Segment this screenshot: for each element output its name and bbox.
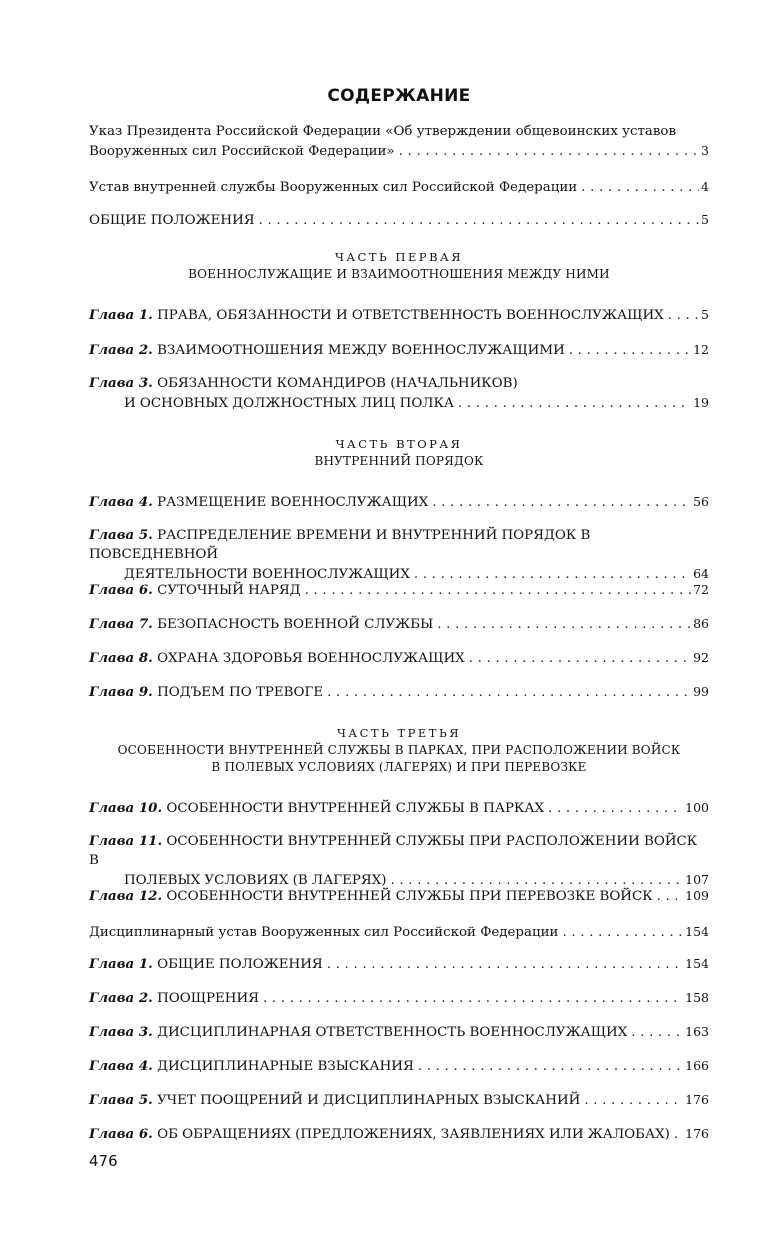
- part-heading-3: [89, 725, 709, 776]
- toc-disc-chapter-2[interactable]: [89, 988, 709, 1008]
- page-number: 176: [685, 1126, 709, 1141]
- entry-text: ОБЩИЕ ПОЛОЖЕНИЯ: [89, 213, 255, 228]
- toc-chapter-4[interactable]: [89, 492, 709, 512]
- leader-dots: [432, 493, 691, 512]
- chapter-label: Глава 2.: [89, 342, 153, 358]
- page-number: 19: [693, 395, 709, 410]
- page-number: 4: [701, 179, 709, 194]
- chapter-label: Глава 10.: [89, 800, 163, 816]
- leader-dots: [569, 341, 691, 360]
- chapter-title: СУТОЧНЫЙ НАРЯД: [157, 583, 301, 598]
- chapter-title-line1: ОБЯЗАННОСТИ КОМАНДИРОВ (НАЧАЛЬНИКОВ): [157, 376, 518, 391]
- leader-dots: [263, 989, 683, 1008]
- toc-chapter-7[interactable]: [89, 614, 709, 634]
- chapter-title: ВЗАИМООТНОШЕНИЯ МЕЖДУ ВОЕННОСЛУЖАЩИМИ: [157, 343, 565, 358]
- leader-dots: [259, 211, 699, 230]
- leader-dots: [581, 178, 699, 197]
- page-number: 154: [685, 924, 709, 939]
- chapter-title: УЧЕТ ПООЩРЕНИЙ И ДИСЦИПЛИНАРНЫХ ВЗЫСКАНИЙ: [157, 1093, 581, 1108]
- toc-disc-chapter-6[interactable]: [89, 1124, 709, 1144]
- chapter-title: ПРАВА, ОБЯЗАННОСТИ И ОТВЕТСТВЕННОСТЬ ВОЕННОСЛУЖАЩИХ: [157, 308, 664, 323]
- toc-entry-decree[interactable]: [89, 122, 709, 161]
- chapter-label: Глава 8.: [89, 650, 153, 666]
- chapter-title-line2: ПОЛЕВЫХ УСЛОВИЯХ (В ЛАГЕРЯХ): [124, 873, 387, 888]
- leader-dots: [548, 799, 683, 818]
- chapter-label: Глава 3.: [89, 375, 153, 391]
- toc-chapter-2[interactable]: [89, 340, 709, 360]
- chapter-label: Глава 2.: [89, 990, 153, 1006]
- part-title-line1: ОСОБЕННОСТИ ВНУТРЕННЕЙ СЛУЖБЫ В ПАРКАХ, ПРИ РАСПОЛОЖЕНИИ ВОЙСК: [117, 743, 681, 757]
- page-number: 176: [685, 1092, 709, 1107]
- toc-chapter-3[interactable]: [89, 374, 709, 413]
- chapter-title: ОБЩИЕ ПОЛОЖЕНИЯ: [157, 957, 323, 972]
- chapter-title: ОСОБЕННОСТИ ВНУТРЕННЕЙ СЛУЖБЫ В ПАРКАХ: [166, 801, 545, 816]
- entry-text: Дисциплинарный устав Вооруженных сил Российской Федерации: [89, 925, 559, 940]
- leader-dots: [399, 142, 699, 161]
- part-title: ВНУТРЕННИЙ ПОРЯДОК: [314, 454, 484, 468]
- toc-chapter-12[interactable]: [89, 886, 709, 906]
- chapter-title-line1: ОСОБЕННОСТИ ВНУТРЕННЕЙ СЛУЖБЫ ПРИ РАСПОЛОЖЕНИИ ВОЙСК В: [89, 834, 698, 868]
- part-label: ЧАСТЬ ВТОРАЯ: [335, 437, 463, 451]
- leader-dots: [418, 1057, 683, 1076]
- toc-disc-chapter-1[interactable]: [89, 954, 709, 974]
- toc-disc-chapter-3[interactable]: [89, 1022, 709, 1042]
- page-number: 5: [701, 212, 709, 227]
- chapter-label: Глава 6.: [89, 582, 153, 598]
- toc-chapter-1[interactable]: [89, 305, 709, 325]
- page-number: 86: [693, 616, 709, 631]
- toc-chapter-5[interactable]: [89, 526, 709, 584]
- toc-chapter-9[interactable]: [89, 682, 709, 702]
- part-label: ЧАСТЬ ПЕРВАЯ: [334, 250, 464, 264]
- toc-chapter-11[interactable]: [89, 832, 709, 890]
- leader-dots: [327, 683, 691, 702]
- page-number: 3: [701, 143, 709, 158]
- page-number: 72: [693, 582, 709, 597]
- entry-text-line2: Вооруженных сил Российской Федерации»: [89, 144, 395, 159]
- chapter-title: РАЗМЕЩЕНИЕ ВОЕННОСЛУЖАЩИХ: [157, 495, 429, 510]
- toc-disc-chapter-4[interactable]: [89, 1056, 709, 1076]
- chapter-label: Глава 4.: [89, 1058, 153, 1074]
- chapter-title-line1: РАСПРЕДЕЛЕНИЕ ВРЕМЕНИ И ВНУТРЕННИЙ ПОРЯДОК В ПОВСЕДНЕВНОЙ: [89, 528, 591, 562]
- chapter-label: Глава 7.: [89, 616, 153, 632]
- page-number: 56: [693, 494, 709, 509]
- page-number: 158: [685, 990, 709, 1005]
- toc-entry-disciplinary[interactable]: [89, 922, 709, 942]
- chapter-title: ОХРАНА ЗДОРОВЬЯ ВОЕННОСЛУЖАЩИХ: [157, 651, 465, 666]
- part-title-line2: В ПОЛЕВЫХ УСЛОВИЯХ (ЛАГЕРЯХ) И ПРИ ПЕРЕВОЗКЕ: [211, 760, 587, 774]
- part-title: ВОЕННОСЛУЖАЩИЕ И ВЗАИМООТНОШЕНИЯ МЕЖДУ НИМИ: [188, 267, 610, 281]
- leader-dots: [668, 306, 699, 325]
- chapter-label: Глава 11.: [89, 833, 163, 849]
- leader-dots: [327, 955, 683, 974]
- chapter-title-line2: ДЕЯТЕЛЬНОСТИ ВОЕННОСЛУЖАЩИХ: [124, 567, 410, 582]
- leader-dots: [562, 923, 683, 942]
- chapter-title: БЕЗОПАСНОСТЬ ВОЕННОЙ СЛУЖБЫ: [157, 617, 434, 632]
- chapter-label: Глава 5.: [89, 527, 153, 543]
- chapter-label: Глава 4.: [89, 494, 153, 510]
- page-folio-number: 476: [89, 1152, 118, 1170]
- page-number: 100: [685, 800, 709, 815]
- leader-dots: [657, 887, 684, 906]
- chapter-label: Глава 3.: [89, 1024, 153, 1040]
- leader-dots: [458, 394, 691, 413]
- leader-dots: [631, 1023, 683, 1042]
- toc-entry-ustav[interactable]: [89, 177, 709, 197]
- toc-chapter-10[interactable]: [89, 798, 709, 818]
- chapter-title: ДИСЦИПЛИНАРНЫЕ ВЗЫСКАНИЯ: [157, 1059, 414, 1074]
- toc-disc-chapter-5[interactable]: [89, 1090, 709, 1110]
- chapter-label: Глава 12.: [89, 888, 163, 904]
- part-label: ЧАСТЬ ТРЕТЬЯ: [337, 726, 461, 740]
- toc-entry-general[interactable]: [89, 210, 709, 230]
- toc-chapter-8[interactable]: [89, 648, 709, 668]
- leader-dots: [469, 649, 691, 668]
- page-number: 109: [685, 888, 709, 903]
- chapter-label: Глава 6.: [89, 1126, 153, 1142]
- entry-text: Устав внутренней службы Вооруженных сил Российской Федерации: [89, 180, 578, 195]
- leader-dots: [305, 581, 691, 600]
- page-number: 107: [685, 872, 709, 887]
- page-number: 163: [685, 1024, 709, 1039]
- chapter-title: ДИСЦИПЛИНАРНАЯ ОТВЕТСТВЕННОСТЬ ВОЕННОСЛУЖАЩИХ: [157, 1025, 628, 1040]
- chapter-title: ПОДЪЕМ ПО ТРЕВОГЕ: [157, 685, 324, 700]
- page-number: 64: [693, 566, 709, 581]
- leader-dots: [584, 1091, 683, 1110]
- chapter-label: Глава 9.: [89, 684, 153, 700]
- chapter-title: ОБ ОБРАЩЕНИЯХ (ПРЕДЛОЖЕНИЯХ, ЗАЯВЛЕНИЯХ ИЛИ ЖАЛОБАХ): [157, 1127, 670, 1142]
- leader-dots: [674, 1125, 683, 1144]
- chapter-title-line2: И ОСНОВНЫХ ДОЛЖНОСТНЫХ ЛИЦ ПОЛКА: [124, 396, 454, 411]
- page-number: 99: [693, 684, 709, 699]
- chapter-label: Глава 1.: [89, 307, 153, 323]
- toc-chapter-6[interactable]: [89, 580, 709, 600]
- chapter-title: ОСОБЕННОСТИ ВНУТРЕННЕЙ СЛУЖБЫ ПРИ ПЕРЕВОЗКЕ ВОЙСК: [166, 889, 653, 904]
- page-number: 166: [685, 1058, 709, 1073]
- page-number: 92: [693, 650, 709, 665]
- chapter-label: Глава 5.: [89, 1092, 153, 1108]
- entry-text-line1: Указ Президента Российской Федерации «Об утверждении общевоинских уставов: [89, 124, 677, 139]
- leader-dots: [437, 615, 691, 634]
- part-heading-2: [89, 436, 709, 470]
- chapter-label: Глава 1.: [89, 956, 153, 972]
- part-heading-1: [89, 249, 709, 283]
- page-number: 154: [685, 956, 709, 971]
- page-title: СОДЕРЖАНИЕ: [327, 86, 471, 106]
- page-number: 5: [701, 307, 709, 322]
- page-number: 12: [693, 342, 709, 357]
- chapter-title: ПООЩРЕНИЯ: [157, 991, 259, 1006]
